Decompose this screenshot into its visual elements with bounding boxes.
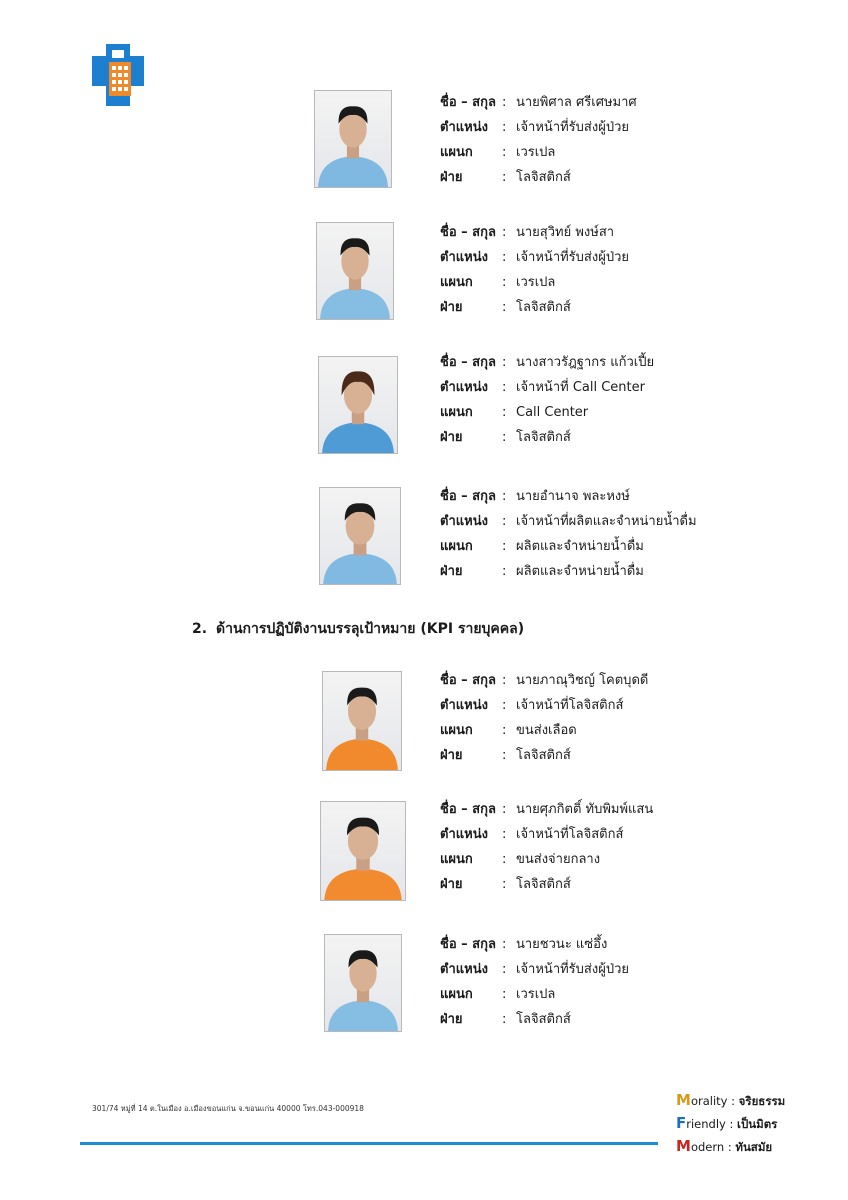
position-label: ตำแหน่ง [440,827,488,842]
shirt [323,553,397,584]
colon: : [502,987,507,1002]
name-row [440,484,697,509]
name-value: นายศุภกิตติ์ ทับพิมพ์แสน [516,802,654,817]
dept-row [440,872,653,897]
dept-label: ฝ่าย [440,877,463,892]
motto-morality: Morality : จริยธรรม [676,1091,786,1109]
position-row [440,957,629,982]
dept-value: โลจิสติกส์ [516,300,571,315]
position-label: ตำแหน่ง [440,698,488,713]
name-label: ชื่อ – สกุล [440,355,496,370]
photo-person-2 [316,222,394,320]
unit-row [440,847,653,872]
dept-value: ผลิตและจำหน่ายน้ำดื่ม [516,564,644,579]
motto-word: orality [690,1094,728,1108]
person-info-7 [440,932,629,1032]
dept-row [440,165,637,190]
shirt [328,1000,398,1031]
colon: : [502,802,507,817]
shirt [324,869,401,900]
position-value: เจ้าหน้าที่โลจิสติกส์ [516,698,624,713]
unit-label: แผนก [440,852,473,867]
dept-row [440,743,648,768]
motto-thai: ทันสมัย [735,1140,773,1154]
dept-row [440,559,697,584]
dept-label: ฝ่าย [440,748,463,763]
name-value: นายพิศาล ศรีเศษมาศ [516,95,637,110]
person-info-5 [440,668,648,768]
person-info-2 [440,220,629,320]
person-info-4 [440,484,697,584]
unit-row [440,534,697,559]
unit-value: เวรเปล [516,275,556,290]
name-label: ชื่อ – สกุล [440,95,496,110]
motto-word: odern [690,1140,725,1154]
unit-value: ขนส่งเลือด [516,723,577,738]
unit-row [440,718,648,743]
colon: : [502,937,507,952]
footer-divider [80,1142,658,1145]
colon: : [502,827,507,842]
name-label: ชื่อ – สกุล [440,225,496,240]
dept-value: โลจิสติกส์ [516,430,571,445]
name-row [440,797,653,822]
position-value: เจ้าหน้าที่โลจิสติกส์ [516,827,624,842]
motto-initial: M [676,1137,691,1155]
motto-thai: จริยธรรม [738,1094,786,1108]
position-value: เจ้าหน้าที่รับส่งผู้ป่วย [516,120,629,135]
motto-thai: เป็นมิตร [737,1117,778,1131]
unit-label: แผนก [440,405,473,420]
unit-row [440,140,637,165]
colon: : [502,962,507,977]
position-row [440,115,637,140]
photo-person-4 [319,487,401,585]
photo-person-3 [318,356,398,454]
building-icon [92,44,144,106]
position-label: ตำแหน่ง [440,380,488,395]
position-row [440,822,653,847]
name-value: นายชวนะ แซ่อึ้ง [516,937,608,952]
colon: : [502,539,507,554]
motto-word: riendly [686,1117,726,1131]
person-info-1 [440,90,637,190]
name-value: นายสุวิทย์ พงษ์สา [516,225,615,240]
colon: : [502,405,507,420]
position-value: เจ้าหน้าที่รับส่งผู้ป่วย [516,962,629,977]
colon: : [502,877,507,892]
position-label: ตำแหน่ง [440,514,488,529]
colon: : [502,300,507,315]
motto-initial: M [676,1091,691,1109]
colon: : [502,250,507,265]
colon: : [502,225,507,240]
position-label: ตำแหน่ง [440,250,488,265]
dept-value: โลจิสติกส์ [516,748,571,763]
shirt [322,422,394,453]
name-label: ชื่อ – สกุล [440,937,496,952]
colon: : [502,380,507,395]
motto-friendly: Friendly : เป็นมิตร [676,1114,778,1132]
name-row [440,350,654,375]
dept-label: ฝ่าย [440,564,463,579]
motto-modern: Modern : ทันสมัย [676,1137,773,1155]
colon: : [502,723,507,738]
name-value: นางสาวรัฎฐากร แก้วเปี้ย [516,355,655,370]
colon: : [502,489,507,504]
hospital-logo [92,44,144,106]
colon: : [502,673,507,688]
position-row [440,693,648,718]
motto-block [676,1089,785,1158]
dept-label: ฝ่าย [440,1012,463,1027]
photo-person-5 [322,671,402,771]
dept-row [440,295,629,320]
unit-value: Call Center [516,405,589,420]
dept-value: โลจิสติกส์ [516,170,571,185]
name-row [440,668,648,693]
name-label: ชื่อ – สกุล [440,489,496,504]
unit-label: แผนก [440,145,473,160]
dept-label: ฝ่าย [440,430,463,445]
unit-row [440,270,629,295]
unit-value: เวรเปล [516,987,556,1002]
dept-value: โลจิสติกส์ [516,877,571,892]
section-number: 2. [192,621,208,637]
unit-row [440,400,654,425]
unit-value: เวรเปล [516,145,556,160]
person-info-3 [440,350,654,450]
unit-label: แผนก [440,723,473,738]
colon: : [502,514,507,529]
colon: : [502,120,507,135]
unit-label: แผนก [440,539,473,554]
person-info-6 [440,797,653,897]
unit-label: แผนก [440,987,473,1002]
colon: : [502,564,507,579]
dept-label: ฝ่าย [440,170,463,185]
position-row [440,375,654,400]
unit-row [440,982,629,1007]
unit-label: แผนก [440,275,473,290]
colon: : [502,430,507,445]
name-value: นายภาณุวิชญ์ โคตบุดดี [516,673,649,688]
position-row [440,245,629,270]
position-label: ตำแหน่ง [440,962,488,977]
unit-value: ขนส่งจ่ายกลาง [516,852,601,867]
colon: : [502,698,507,713]
position-value: เจ้าหน้าที่ผลิตและจำหน่ายน้ำดื่ม [516,514,697,529]
footer-address: 301/74 หมู่ที่ 14 ต.ในเมือง อ.เมืองขอนแก่น จ.ขอนแก่น 40000 โทร.043-000918 [92,1104,364,1113]
name-label: ชื่อ – สกุล [440,802,496,817]
dept-row [440,425,654,450]
photo-person-1 [314,90,392,188]
colon: : [502,852,507,867]
section-title: ด้านการปฏิบัติงานบรรลุเป้าหมาย (KPI รายบุคคล) [216,621,525,637]
name-row [440,90,637,115]
colon: : [502,1012,507,1027]
name-value: นายอำนาจ พละหงษ์ [516,489,630,504]
unit-value: ผลิตและจำหน่ายน้ำดื่ม [516,539,644,554]
colon: : [502,355,507,370]
dept-value: โลจิสติกส์ [516,1012,571,1027]
position-value: เจ้าหน้าที่ Call Center [516,380,645,395]
photo-person-7 [324,934,402,1032]
colon: : [502,275,507,290]
dept-label: ฝ่าย [440,300,463,315]
colon: : [502,145,507,160]
dept-row [440,1007,629,1032]
name-row [440,932,629,957]
name-row [440,220,629,245]
position-label: ตำแหน่ง [440,120,488,135]
shirt [320,288,390,319]
colon: : [502,748,507,763]
colon: : [502,170,507,185]
position-row [440,509,697,534]
section-heading [192,618,524,640]
shirt [318,156,388,187]
motto-initial: F [676,1114,687,1132]
shirt [326,739,398,770]
name-label: ชื่อ – สกุล [440,673,496,688]
position-value: เจ้าหน้าที่รับส่งผู้ป่วย [516,250,629,265]
colon: : [502,95,507,110]
photo-person-6 [320,801,406,901]
